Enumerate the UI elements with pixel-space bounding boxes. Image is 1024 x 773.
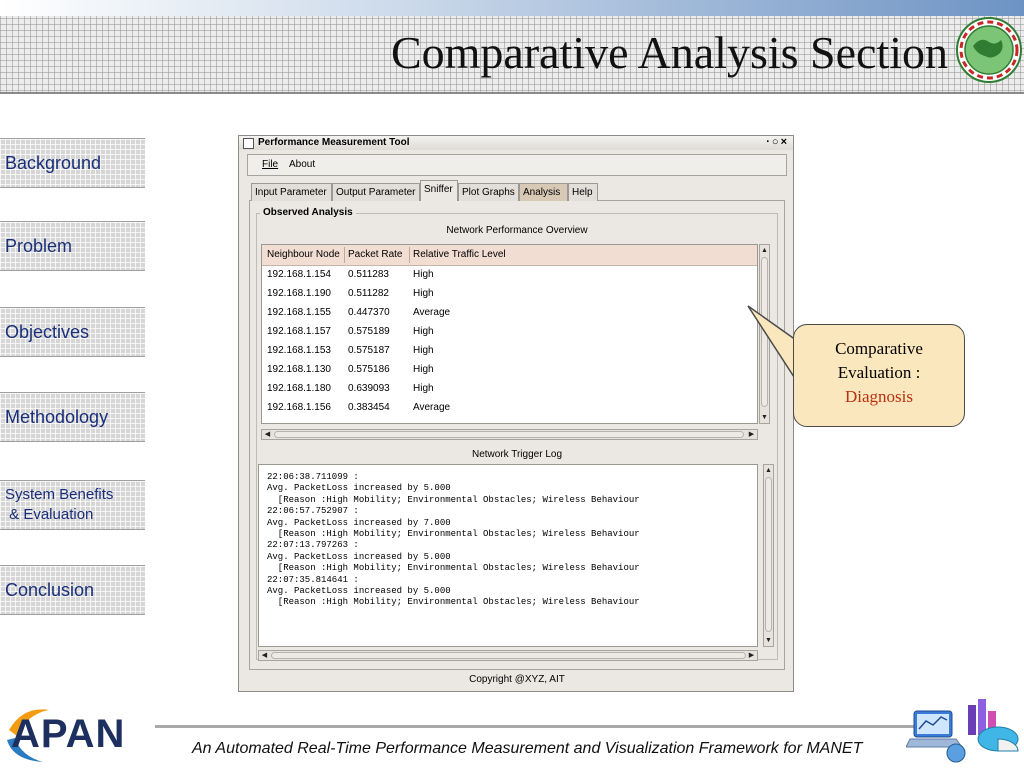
table-cell: 192.168.1.154 [267, 269, 331, 280]
menu-file[interactable]: File [262, 159, 279, 170]
tab-input-parameter[interactable] [251, 183, 332, 201]
column-header[interactable]: Packet Rate [348, 249, 403, 260]
table-cell: High [413, 326, 434, 337]
callout-line2: Evaluation : [837, 363, 921, 382]
log-line: Avg. PacketLoss increased by 7.000 [267, 517, 451, 528]
header-gradient-bar [0, 0, 1024, 16]
scroll-thumb[interactable] [765, 477, 772, 632]
nav-label-line2: & Evaluation [5, 506, 94, 523]
scroll-thumb[interactable] [271, 652, 746, 659]
log-line: [Reason :High Mobility; Environmental Obstacles; Wireless Behaviour [267, 494, 640, 505]
header-divider [0, 92, 1024, 94]
scroll-right-icon[interactable]: ▶ [748, 431, 755, 438]
ait-seal-logo [955, 16, 1023, 84]
scroll-right-icon[interactable]: ▶ [748, 652, 755, 659]
table-cell: 0.383454 [348, 402, 390, 413]
column-header[interactable]: Neighbour Node [267, 249, 340, 260]
tab-sniffer[interactable] [420, 180, 458, 201]
log-line: [Reason :High Mobility; Environmental Obstacles; Wireless Behaviour [267, 529, 640, 539]
overview-title: Network Performance Overview [446, 225, 588, 236]
table-cell: 0.575189 [348, 326, 390, 337]
nav-problem[interactable] [0, 221, 145, 271]
log-line: 22:07:13.797263 : [267, 540, 359, 551]
column-separator[interactable] [344, 247, 345, 263]
table-cell: 192.168.1.155 [267, 307, 331, 318]
window-menu-icon[interactable] [243, 138, 254, 149]
table-cell: High [413, 383, 434, 394]
maximize-icon[interactable]: ○ [771, 136, 781, 148]
table-header [262, 245, 757, 266]
table-row[interactable] [262, 383, 757, 402]
tab-label: Analysis [523, 187, 561, 198]
minimize-icon[interactable]: · [766, 136, 772, 148]
table-cell: 0.511282 [348, 288, 389, 299]
table-cell: 192.168.1.156 [267, 402, 331, 413]
charts-clipart-icon [906, 695, 1024, 768]
scroll-up-icon[interactable]: ▲ [761, 247, 768, 254]
scroll-left-icon[interactable]: ◀ [264, 431, 271, 438]
tab-label: Plot Graphs [462, 187, 515, 198]
scroll-down-icon[interactable]: ▼ [765, 637, 772, 644]
observed-analysis-label: Observed Analysis [260, 207, 356, 218]
table-cell: 0.575187 [348, 345, 390, 356]
table-row[interactable] [262, 269, 757, 288]
scroll-down-icon[interactable]: ▼ [761, 414, 768, 421]
tab-label: Input Parameter [255, 187, 327, 198]
footer-caption: An Automated Real-Time Performance Measurement and Visualization Framework for MANET [192, 740, 863, 757]
table-row[interactable] [262, 345, 757, 364]
log-line: [Reason :High Mobility; Environmental Obstacles; Wireless Behaviour [267, 563, 640, 574]
table-cell: Average [413, 402, 451, 413]
log-line: 22:06:57.752907 : [267, 506, 359, 517]
table-cell: 0.447370 [348, 307, 390, 318]
nav-label: Conclusion [5, 580, 95, 600]
nav-objectives[interactable] [0, 307, 145, 357]
nav-label: Problem [5, 236, 73, 256]
trigger-log-text[interactable] [258, 464, 758, 647]
table-cell: High [413, 364, 434, 375]
table-cell: 192.168.1.157 [267, 326, 331, 337]
callout-line1: Comparative [835, 339, 923, 358]
tab-output-parameter[interactable] [332, 183, 420, 201]
nav-label: Methodology [5, 407, 109, 427]
tab-analysis[interactable] [519, 183, 568, 201]
log-line: 22:07:35.814641 : [267, 574, 359, 585]
tab-plot-graphs[interactable] [458, 183, 519, 201]
table-cell: Average [413, 307, 451, 318]
log-line: [Reason :High Mobility; Environmental Obstacles; Wireless Behaviour [267, 597, 640, 608]
log-line: Avg. PacketLoss increased by 5.000 [267, 586, 451, 596]
window-controls [766, 136, 789, 148]
window-titlebar[interactable] [239, 136, 793, 150]
window-title: Performance Measurement Tool [258, 137, 410, 148]
close-icon[interactable]: × [780, 136, 789, 148]
tab-label: Help [572, 187, 593, 198]
nav-label: Background [5, 153, 102, 173]
table-cell: 0.575186 [348, 364, 390, 375]
table-cell: High [413, 345, 434, 356]
log-hscroll[interactable] [258, 650, 758, 661]
trigger-log-title: Network Trigger Log [471, 449, 563, 460]
menu-about[interactable]: About [289, 159, 316, 170]
tab-help[interactable] [568, 183, 598, 201]
footer-divider [155, 725, 925, 728]
table-cell: High [413, 269, 434, 280]
column-separator[interactable] [409, 247, 410, 263]
table-row[interactable] [262, 288, 757, 307]
scroll-up-icon[interactable]: ▲ [765, 467, 772, 474]
performance-tool-window [238, 135, 794, 692]
table-cell: 0.639093 [348, 383, 390, 394]
nav-conclusion[interactable] [0, 565, 145, 615]
tab-label: Sniffer [424, 184, 453, 195]
table-cell: 192.168.1.130 [267, 364, 331, 375]
overview-hscroll[interactable] [261, 429, 758, 440]
column-header[interactable]: Relative Traffic Level [413, 249, 506, 260]
nav-label-line1: System Benefits [5, 486, 114, 503]
log-line: Avg. PacketLoss increased by 5.000 [267, 483, 451, 494]
copyright-text: Copyright @XYZ, AIT [469, 674, 565, 685]
table-row[interactable] [262, 364, 757, 383]
table-cell: 192.168.1.180 [267, 383, 331, 394]
scroll-thumb[interactable] [274, 431, 744, 438]
table-row[interactable] [262, 326, 757, 345]
nav-background[interactable] [0, 138, 145, 188]
overview-table [261, 244, 758, 424]
callout-box [793, 324, 965, 427]
nav-label: Objectives [5, 322, 90, 342]
table-row[interactable] [262, 402, 757, 421]
slide-title: Comparative Analysis Section [390, 27, 948, 78]
log-line: 22:06:38.711099 : [267, 472, 359, 482]
table-cell: High [413, 288, 434, 299]
log-vscroll[interactable] [763, 464, 774, 647]
apan-logo [3, 700, 151, 768]
table-cell: 192.168.1.153 [267, 345, 331, 356]
apan-logo-text: APAN [11, 712, 126, 756]
menu-bar [247, 154, 787, 176]
log-line: Avg. PacketLoss increased by 5.000 [267, 551, 451, 562]
nav-methodology[interactable] [0, 392, 145, 442]
table-cell: 0.511283 [348, 269, 389, 280]
slide-header [0, 0, 1024, 92]
tab-label: Output Parameter [336, 187, 416, 198]
callout-line3: Diagnosis [845, 387, 913, 406]
table-row[interactable] [262, 307, 757, 326]
nav-system-benefits[interactable] [0, 480, 145, 530]
table-cell: 192.168.1.190 [267, 288, 331, 299]
scroll-left-icon[interactable]: ◀ [261, 652, 268, 659]
